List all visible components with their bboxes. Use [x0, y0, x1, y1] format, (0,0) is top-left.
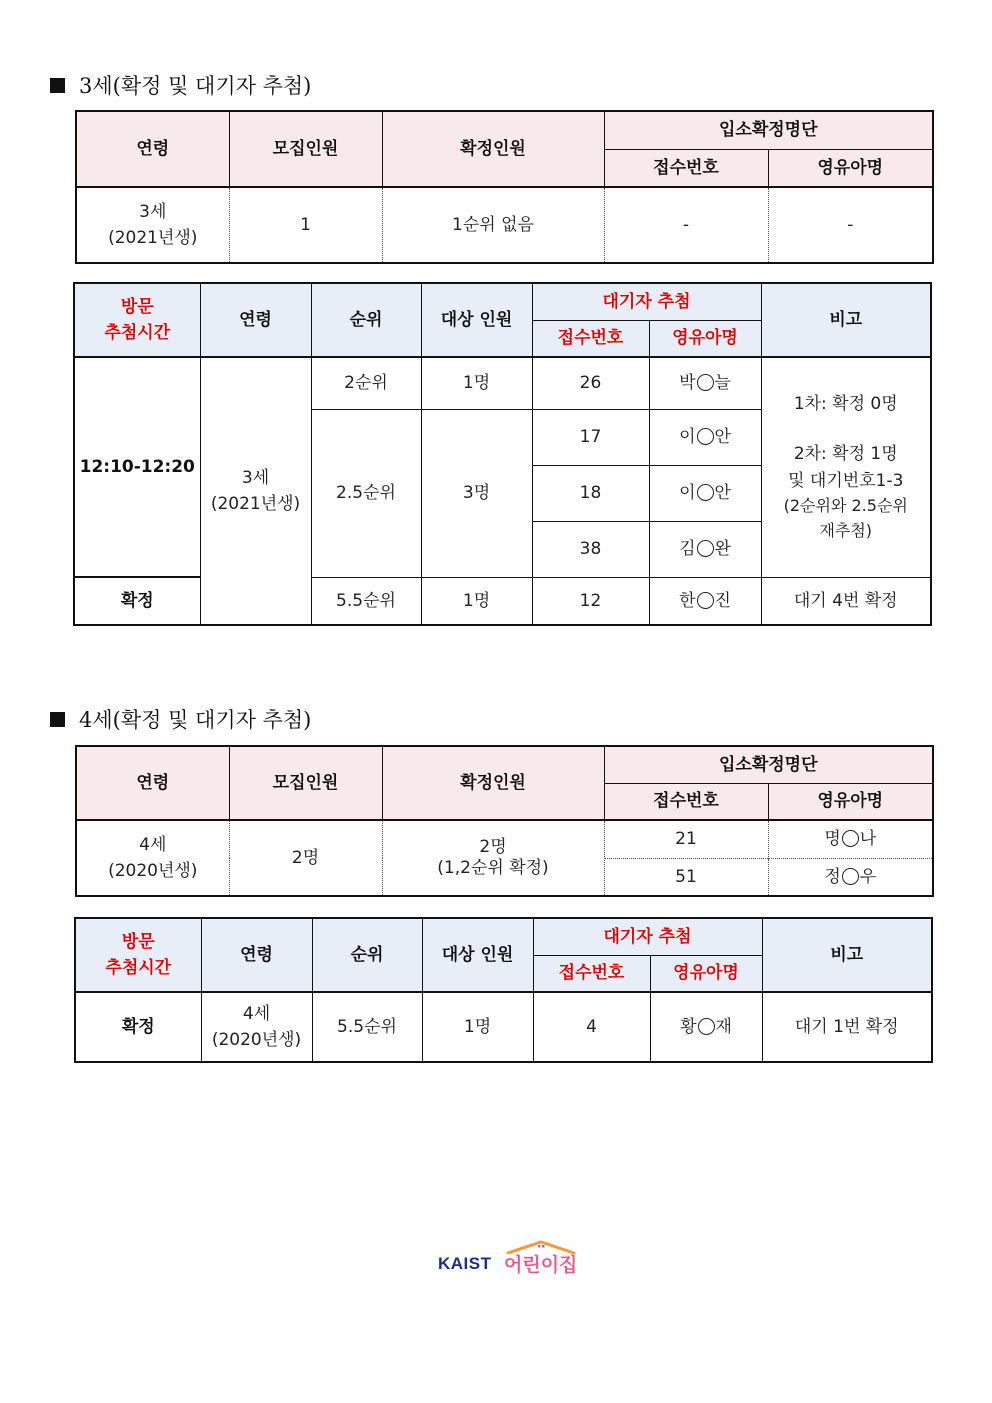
table-row: [76, 187, 933, 263]
circle-mask-icon: [697, 540, 714, 557]
child-cell: 한 진: [649, 577, 761, 625]
child-cell: 박 늘: [649, 357, 761, 409]
circle-mask-icon: [698, 1018, 715, 1035]
note-cell: 대기 1번 확정: [762, 992, 932, 1062]
confirm-label: 확정: [74, 577, 200, 625]
circle-mask-icon: [842, 830, 859, 847]
header-rank: 순위: [312, 918, 422, 992]
admission-table-4: [75, 745, 934, 897]
kaist-kindergarten-logo: [438, 1240, 578, 1280]
header-age: 연령: [76, 746, 229, 820]
confirmed-cell: 1순위 없음: [382, 187, 604, 263]
rank-cell: 5.5순위: [312, 992, 422, 1062]
note-cell: 1차: 확정 0명 2차: 확정 1명 및 대기번호1-3 (2순위와 2.5순위 재추첨): [761, 357, 931, 577]
header-age: 연령: [200, 283, 311, 357]
receipt-cell: 12: [532, 577, 649, 625]
section-heading-3: [50, 70, 311, 100]
waitlist-table-3: [73, 282, 932, 626]
header-note: 비고: [761, 283, 931, 357]
header-receipt: 접수번호: [604, 783, 768, 820]
recruit-cell: 2명: [229, 820, 382, 896]
header-list: 입소확정명단: [604, 746, 933, 783]
logo-kaist-text: KAIST: [438, 1254, 492, 1273]
receipt-cell: 26: [532, 357, 649, 409]
header-receipt: 접수번호: [533, 955, 650, 992]
header-list: 입소확정명단: [604, 111, 933, 149]
target-cell: 3명: [421, 409, 532, 577]
age-cell: 3세 (2021년생): [76, 187, 229, 263]
rank-cell: 2순위: [311, 357, 421, 409]
circle-mask-icon: [842, 868, 859, 885]
square-bullet-icon: [50, 78, 65, 93]
header-child: 영유아명: [649, 320, 761, 357]
section-heading-text: 4세(확정 및 대기자 추첨): [79, 708, 312, 732]
header-confirmed: 확정인원: [382, 111, 604, 187]
header-recruit: 모집인원: [229, 111, 382, 187]
confirmed-cell: 2명 (1,2순위 확정): [382, 820, 604, 896]
age-cell: 4세 (2020년생): [201, 992, 312, 1062]
header-visit-time: 방문 추첨시간: [75, 918, 201, 992]
receipt-cell: 21: [604, 820, 768, 858]
age-cell: 3세 (2021년생): [200, 357, 311, 625]
circle-mask-icon: [697, 592, 714, 609]
age-cell: 4세 (2020년생): [76, 820, 229, 896]
note-cell: 대기 4번 확정: [761, 577, 931, 625]
child-cell: 황 재: [650, 992, 762, 1062]
child-cell: -: [768, 187, 933, 263]
header-wait-draw: 대기자 추첨: [532, 283, 761, 320]
header-visit-time: 방문 추첨시간: [74, 283, 200, 357]
header-age: 연령: [201, 918, 312, 992]
header-target: 대상 인원: [422, 918, 533, 992]
receipt-cell: 38: [532, 521, 649, 577]
header-child: 영유아명: [768, 149, 933, 187]
table-row: [74, 357, 931, 409]
receipt-cell: -: [604, 187, 768, 263]
receipt-cell: 18: [532, 465, 649, 521]
child-cell: 김 완: [649, 521, 761, 577]
section-heading-text: 3세(확정 및 대기자 추첨): [79, 74, 312, 98]
confirm-label: 확정: [75, 992, 201, 1062]
header-child: 영유아명: [650, 955, 762, 992]
square-bullet-icon: [50, 712, 65, 727]
logo-kindergarten-text: 어린이집: [504, 1255, 578, 1276]
child-cell: 이 안: [649, 409, 761, 465]
child-cell: 정 우: [768, 858, 933, 896]
rank-cell: 2.5순위: [311, 409, 421, 577]
child-cell: 명 나: [768, 820, 933, 858]
header-wait-draw: 대기자 추첨: [533, 918, 762, 955]
header-age: 연령: [76, 111, 229, 187]
header-rank: 순위: [311, 283, 421, 357]
header-note: 비고: [762, 918, 932, 992]
header-target: 대상 인원: [421, 283, 532, 357]
circle-mask-icon: [697, 484, 714, 501]
child-cell: 이 안: [649, 465, 761, 521]
target-cell: 1명: [421, 357, 532, 409]
receipt-cell: 17: [532, 409, 649, 465]
header-receipt: 접수번호: [532, 320, 649, 357]
header-receipt: 접수번호: [604, 149, 768, 187]
admission-table-3: [75, 110, 934, 264]
circle-mask-icon: [697, 428, 714, 445]
rank-cell: 5.5순위: [311, 577, 421, 625]
target-cell: 1명: [422, 992, 533, 1062]
waitlist-table-4: [74, 917, 933, 1063]
section-heading-4: [50, 704, 311, 734]
receipt-cell: 51: [604, 858, 768, 896]
receipt-cell: 4: [533, 992, 650, 1062]
time-cell: 12:10-12:20: [74, 357, 200, 577]
header-child: 영유아명: [768, 783, 933, 820]
target-cell: 1명: [421, 577, 532, 625]
table-row: [75, 992, 932, 1062]
table-row: [76, 820, 933, 858]
recruit-cell: 1: [229, 187, 382, 263]
header-recruit: 모집인원: [229, 746, 382, 820]
circle-mask-icon: [697, 374, 714, 391]
header-confirmed: 확정인원: [382, 746, 604, 820]
